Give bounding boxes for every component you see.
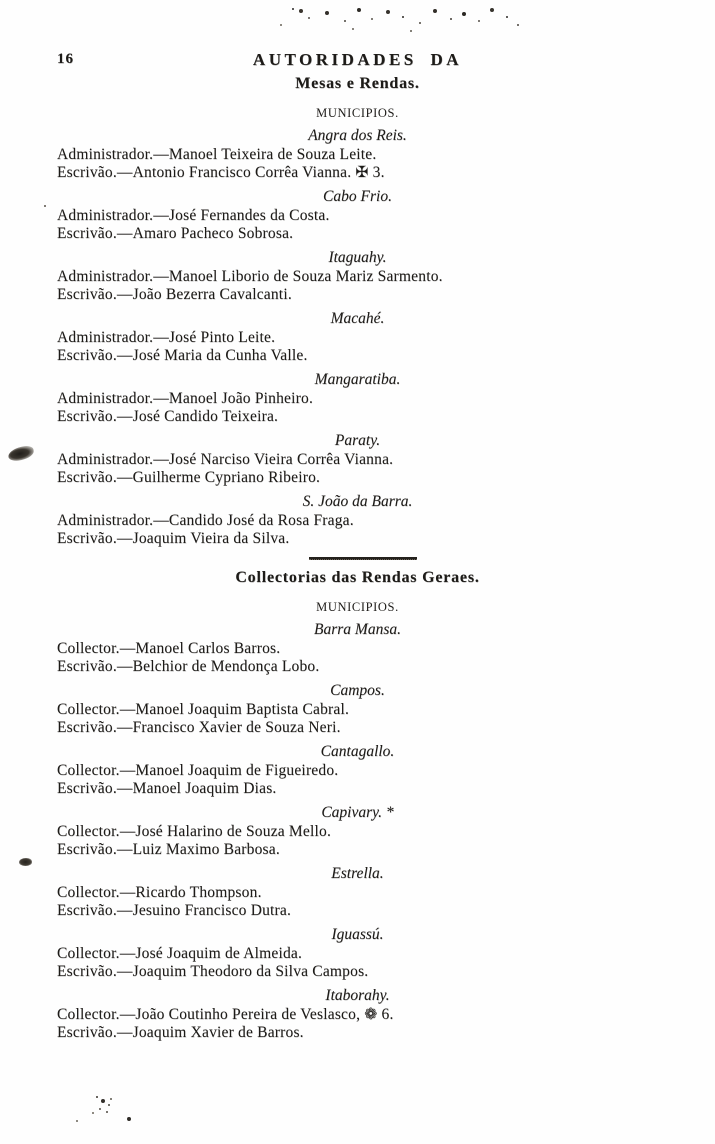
entry-line: Collector.—José Joaquim de Almeida. xyxy=(57,945,303,962)
running-header: AUTORIDADES DA xyxy=(252,50,463,69)
municipality-name: Cabo Frio. xyxy=(323,188,392,205)
page-header-row xyxy=(0,50,715,72)
entry-line: Escrivão.—Joaquim Vieira da Silva. xyxy=(57,530,290,547)
municipality-block xyxy=(0,682,715,737)
municipality-block xyxy=(0,987,715,1042)
entry-line: Collector.—João Coutinho Pereira de Veslasco, ❁ 6. xyxy=(57,1006,394,1023)
section-title: Collectorias das Rendas Geraes. xyxy=(235,569,480,586)
municipality-block xyxy=(0,249,715,304)
entry-line: Collector.—Manoel Joaquim Baptista Cabral. xyxy=(57,701,350,718)
section-collectorias xyxy=(0,568,715,1042)
municipality-name: Iguassú. xyxy=(331,926,384,943)
municipality-block xyxy=(0,127,715,182)
municipality-block xyxy=(0,743,715,798)
entry-line: Escrivão.—Guilherme Cypriano Ribeiro. xyxy=(57,469,321,486)
municipality-block xyxy=(0,493,715,548)
entry-line: Collector.—Manoel Joaquim de Figueiredo. xyxy=(57,762,339,779)
entry-line: Administrador.—José Fernandes da Costa. xyxy=(57,207,330,224)
municipality-block xyxy=(0,804,715,859)
municipality-name: Itaborahy. xyxy=(325,987,390,1004)
municipality-block xyxy=(0,188,715,243)
municipality-block xyxy=(0,310,715,365)
municipality-name: Capivary. * xyxy=(321,804,394,821)
municipality-block xyxy=(0,621,715,676)
municipality-name: Barra Mansa. xyxy=(314,621,401,638)
municipality-block xyxy=(0,371,715,426)
entry-line: Escrivão.—Antonio Francisco Corrêa Vianna. ✠ 3. xyxy=(57,164,385,181)
ink-specks-bottom xyxy=(96,1096,98,1098)
section-divider-rule xyxy=(309,557,417,560)
entry-line: Collector.—José Halarino de Souza Mello. xyxy=(57,823,332,840)
municipality-name: Campos. xyxy=(330,682,385,699)
entry-line: Administrador.—Candido José da Rosa Fraga. xyxy=(57,512,354,529)
entry-line: Escrivão.—Luiz Maximo Barbosa. xyxy=(57,841,280,858)
entry-line: Collector.—Ricardo Thompson. xyxy=(57,884,262,901)
municipality-name: Estrella. xyxy=(331,865,384,882)
page-number: 16 xyxy=(57,51,74,67)
entry-line: Escrivão.—Jesuino Francisco Dutra. xyxy=(57,902,292,919)
section-subheading: MUNICIPIOS. xyxy=(316,600,399,614)
municipality-name: Cantagallo. xyxy=(320,743,395,760)
entry-line: Escrivão.—José Candido Teixeira. xyxy=(57,408,279,425)
entry-line: Administrador.—Manoel Teixeira de Souza Leite. xyxy=(57,146,377,163)
entry-line: Escrivão.—José Maria da Cunha Valle. xyxy=(57,347,308,364)
entry-line: Escrivão.—Joaquim Xavier de Barros. xyxy=(57,1024,304,1041)
municipality-name: Paraty. xyxy=(334,432,381,449)
municipality-name: S. João da Barra. xyxy=(302,493,413,510)
entry-line: Escrivão.—João Bezerra Cavalcanti. xyxy=(57,286,292,303)
entry-line: Escrivão.—Manoel Joaquim Dias. xyxy=(57,780,277,797)
section-mesas-e-rendas xyxy=(0,74,715,548)
entry-line: Escrivão.—Belchior de Mendonça Lobo. xyxy=(57,658,320,675)
section-subheading: MUNICIPIOS. xyxy=(316,106,399,120)
municipality-block xyxy=(0,926,715,981)
entry-line: Escrivão.—Francisco Xavier de Souza Neri. xyxy=(57,719,341,736)
ink-specks-top xyxy=(292,8,294,10)
entry-line: Escrivão.—Amaro Pacheco Sobrosa. xyxy=(57,225,294,242)
municipality-name: Macahé. xyxy=(330,310,385,327)
municipality-name: Angra dos Reis. xyxy=(308,127,407,144)
entry-line: Administrador.—José Pinto Leite. xyxy=(57,329,276,346)
entry-line: Collector.—Manoel Carlos Barros. xyxy=(57,640,281,657)
municipality-name: Itaguahy. xyxy=(328,249,387,266)
municipality-block xyxy=(0,865,715,920)
section-title: Mesas e Rendas. xyxy=(295,75,420,92)
entry-line: Escrivão.—Joaquim Theodoro da Silva Campos. xyxy=(57,963,369,980)
municipality-block xyxy=(0,432,715,487)
page-content xyxy=(0,74,715,1042)
entry-line: Administrador.—Manoel Liborio de Souza Mariz Sarmento. xyxy=(57,268,443,285)
entry-line: Administrador.—Manoel João Pinheiro. xyxy=(57,390,314,407)
entry-line: Administrador.—José Narciso Vieira Corrêa Vianna. xyxy=(57,451,394,468)
municipality-name: Mangaratiba. xyxy=(314,371,401,388)
